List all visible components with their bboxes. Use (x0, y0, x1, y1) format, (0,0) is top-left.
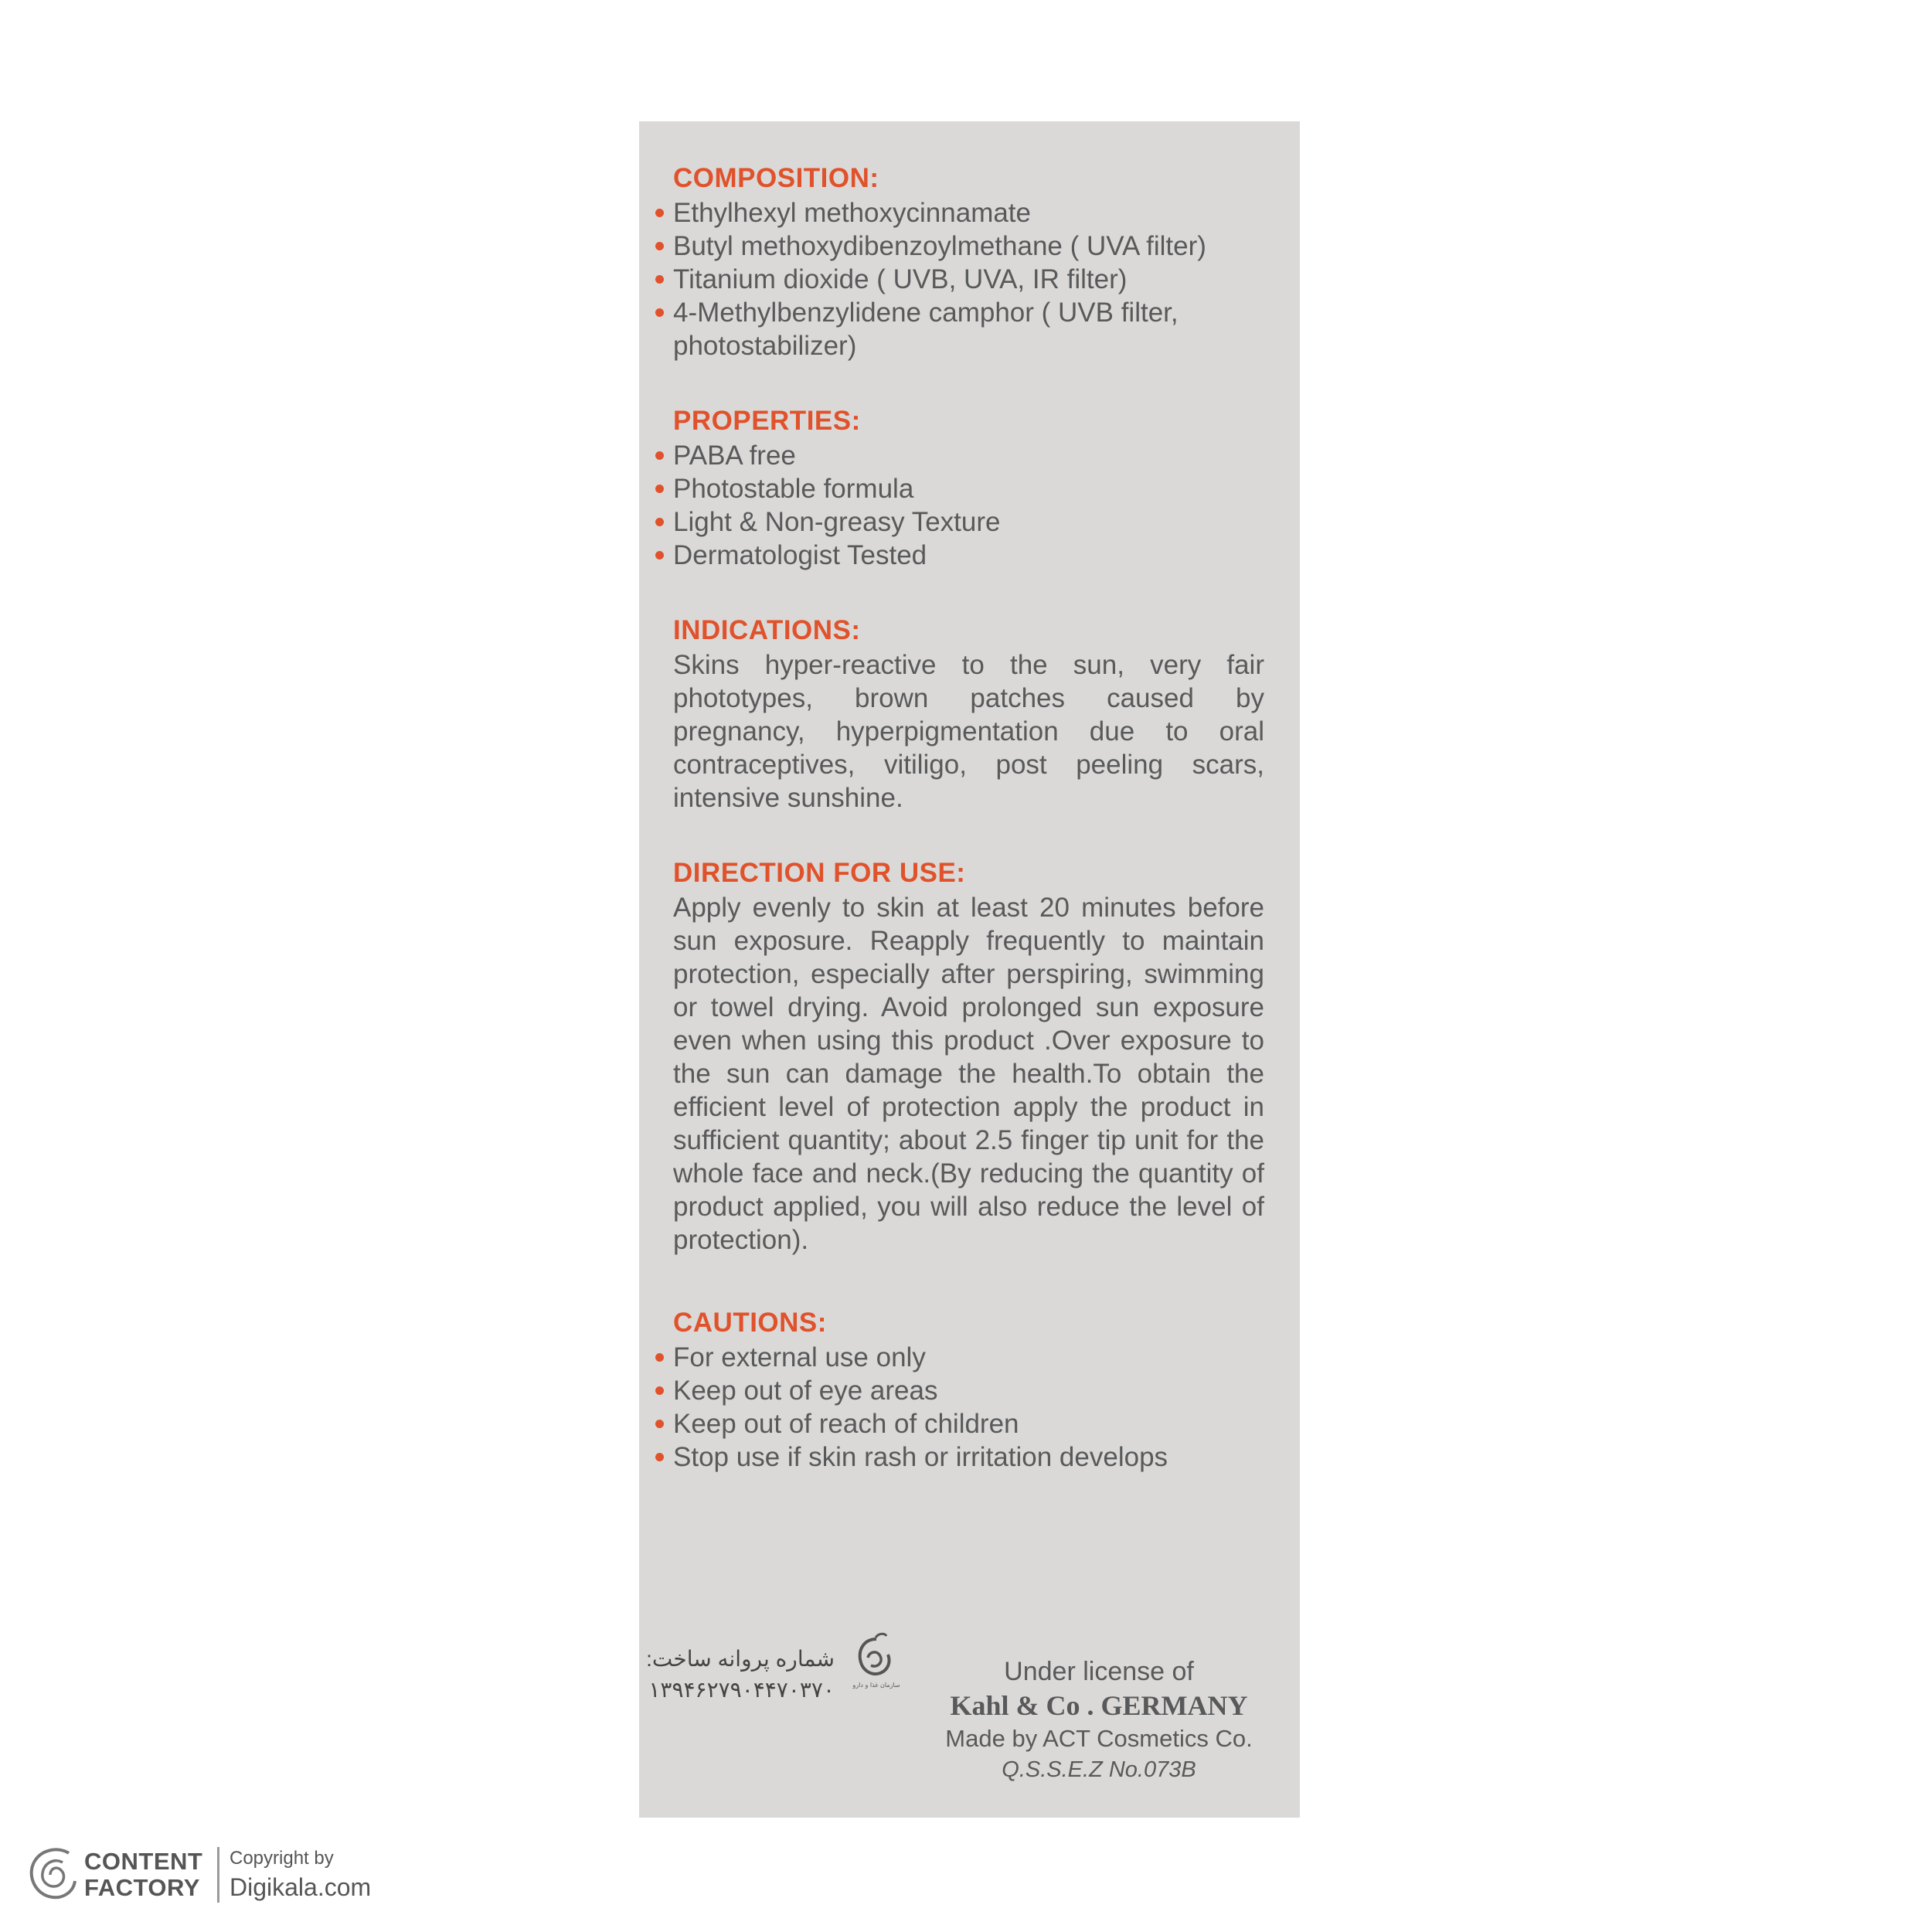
license-block (937, 1655, 1261, 1785)
indications-section (673, 612, 1264, 815)
watermark-brand (84, 1849, 202, 1901)
panel-footer (639, 1512, 1300, 1782)
list-item: Keep out of eye areas (673, 1374, 1264, 1407)
direction-heading: DIRECTION FOR USE: (673, 858, 966, 888)
list-item: Titanium dioxide ( UVB, UVA, IR filter) (673, 263, 1264, 296)
composition-heading: COMPOSITION: (673, 163, 879, 193)
list-item: Light & Non-greasy Texture (673, 505, 1264, 539)
cautions-section (673, 1304, 1264, 1474)
licensor-text: Kahl & Co . GERMANY (950, 1690, 1248, 1721)
product-box-panel (639, 121, 1300, 1818)
direction-text: Apply evenly to skin at least 20 minutes before sun exposure. Reapply frequently to maintain protection, especially after perspiring, swimming or towel drying. Avoid prolonged sun exposure even when using this product .Over exposure to the sun can damage the health.To obtain the efficient level of protection apply the product in sufficient quantity; about 2.5 finger tip unit for the whole face and neck.(By reducing the quantity of product applied, you will also reduce the level of protection). (673, 893, 1264, 1255)
list-item: Photostable formula (673, 472, 1264, 505)
license-number-fa: ۱۳۹۴۶۲۷۹۰۴۴۷۰۳۷۰ (648, 1678, 835, 1702)
brand-line-1: CONTENT (84, 1848, 203, 1875)
indications-heading: INDICATIONS: (673, 615, 861, 645)
brand-line-2: FACTORY (84, 1874, 200, 1901)
list-item: Ethylhexyl methoxycinnamate (673, 196, 1264, 230)
properties-list (673, 439, 1264, 572)
list-item: For external use only (673, 1341, 1264, 1374)
license-label-fa: شماره پروانه ساخت: (646, 1647, 835, 1671)
composition-section (673, 160, 1264, 362)
site-text: Digikala.com (230, 1873, 372, 1901)
properties-section (673, 403, 1264, 572)
composition-list (673, 196, 1264, 362)
indications-text: Skins hyper-reactive to the sun, very fair phototypes, brown patches caused by pregnancy, hyperpigmentation due to oral contraceptives, vitiligo, post peeling scars, intensive sunshine. (673, 650, 1264, 813)
copyright-text: Copyright by (230, 1848, 334, 1869)
list-item: Stop use if skin rash or irritation develops (673, 1440, 1264, 1474)
fda-logo-text: سازمان غذا و دارو (852, 1682, 900, 1689)
watermark-divider (217, 1847, 219, 1903)
content-factory-logo-icon (26, 1844, 86, 1904)
fda-logo-icon (846, 1630, 906, 1690)
cautions-list (673, 1341, 1264, 1474)
under-license-text: Under license of (1004, 1657, 1194, 1686)
zone-text: Q.S.S.E.Z No.073B (1002, 1757, 1196, 1782)
direction-section (673, 855, 1264, 1257)
watermark (26, 1844, 412, 1906)
license-number-block (634, 1644, 835, 1706)
manufacturer-text: Made by ACT Cosmetics Co. (945, 1725, 1253, 1752)
properties-heading: PROPERTIES: (673, 406, 861, 436)
list-item: Keep out of reach of children (673, 1407, 1264, 1440)
cautions-heading: CAUTIONS: (673, 1308, 827, 1338)
list-item: 4-Methylbenzylidene camphor ( UVB filter, photostabilizer) (673, 296, 1264, 362)
list-item: Butyl methoxydibenzoylmethane ( UVA filter) (673, 230, 1264, 263)
panel-content (673, 160, 1264, 1514)
list-item: Dermatologist Tested (673, 539, 1264, 572)
list-item: PABA free (673, 439, 1264, 472)
